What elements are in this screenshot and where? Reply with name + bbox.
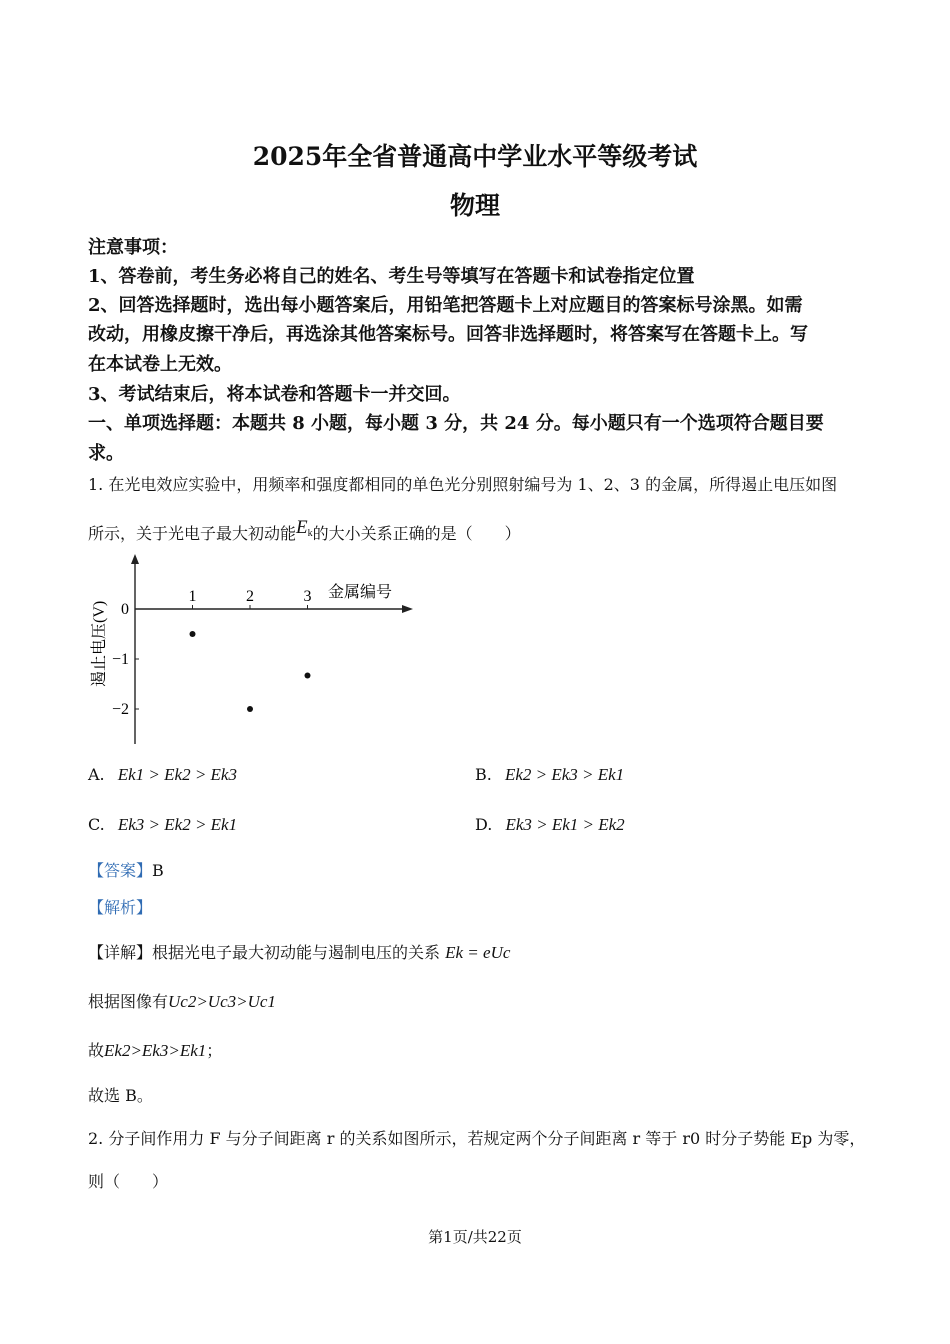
step-2-formula: Ek2>Ek3>Ek1 bbox=[104, 1041, 207, 1060]
option-a-text: Ek1 > Ek2 > Ek3 bbox=[117, 765, 237, 784]
detail-tag: 【详解】 bbox=[88, 943, 153, 962]
section-heading-line-2: 求。 bbox=[88, 443, 124, 464]
option-c-label: C. bbox=[88, 815, 105, 834]
step-2-text: 故 bbox=[88, 1041, 105, 1060]
option-b-label: B. bbox=[475, 765, 492, 784]
y-tick-label: −2 bbox=[111, 701, 129, 718]
data-point bbox=[247, 706, 253, 712]
x-tick-label: 2 bbox=[246, 588, 254, 605]
option-b[interactable] bbox=[475, 765, 624, 785]
option-d-label: D. bbox=[475, 815, 493, 834]
ek-var: E bbox=[296, 517, 308, 538]
notice-item-2-line-3: 在本试卷上无效。 bbox=[88, 354, 232, 375]
q1-text-line-1: 1. 在光电效应实验中，用频率和强度都相同的单色光分别照射编号为 1、2、3 的金属，所得遏止电压如图 bbox=[88, 475, 838, 494]
detail-line bbox=[88, 940, 510, 963]
q1-line2-suffix: 的大小关系正确的是（ ） bbox=[312, 524, 521, 543]
y-tick-label: −1 bbox=[111, 651, 129, 668]
data-point bbox=[305, 673, 311, 679]
answer-tag: 【答案】 bbox=[88, 861, 153, 880]
x-tick-label: 1 bbox=[188, 588, 197, 605]
notice-heading: 注意事项： bbox=[88, 237, 178, 258]
ek-symbol bbox=[296, 517, 313, 538]
q1-line2-prefix: 所示，关于光电子最大初动能 bbox=[88, 524, 297, 543]
detail-formula: Ek = eUc bbox=[445, 943, 511, 962]
y-tick-label: 0 bbox=[121, 601, 129, 618]
answer-value: B bbox=[152, 861, 164, 880]
q2-text-line-1: 2. 分子间作用力 F 与分子间距离 r 的关系如图所示，若规定两个分子间距离 r 等于 r0 时分子势能 Ep 为零， bbox=[88, 1129, 866, 1148]
step-1-line bbox=[88, 989, 276, 1012]
step-2-line bbox=[88, 1038, 222, 1061]
step-2-tail: ； bbox=[206, 1041, 223, 1060]
x-tick-label: 3 bbox=[303, 588, 312, 605]
analysis-tag: 【解析】 bbox=[88, 898, 153, 917]
exam-title: 2025年全省普通高中学业水平等级考试 bbox=[252, 142, 698, 171]
page-number: 第1页/共22页 bbox=[428, 1228, 522, 1246]
option-c[interactable] bbox=[88, 815, 237, 835]
option-d[interactable] bbox=[475, 815, 625, 835]
option-a-label: A. bbox=[88, 765, 105, 784]
option-d-text: Ek3 > Ek1 > Ek2 bbox=[505, 815, 625, 834]
q2-text-line-2: 则（ ） bbox=[88, 1172, 169, 1191]
ek-sub: k bbox=[307, 528, 313, 539]
notice-item-1: 1、答卷前，考生务必将自己的姓名、考生号等填写在答题卡和试卷指定位置 bbox=[88, 266, 695, 287]
option-a[interactable] bbox=[88, 765, 237, 785]
step-1-formula: Uc2>Uc3>Uc1 bbox=[168, 992, 276, 1011]
y-axis-arrow bbox=[131, 554, 139, 564]
notice-item-2-line-1: 2、回答选择题时，选出每小题答案后，用铅笔把答题卡上对应题目的答案标号涂黑。如需 bbox=[88, 295, 803, 316]
section-heading-line-1: 一、单项选择题：本题共 8 小题，每小题 3 分，共 24 分。每小题只有一个选项符合题目要 bbox=[88, 413, 824, 434]
x-axis-label: 金属编号 bbox=[328, 584, 393, 601]
y-axis-label: 遏止电压(V) bbox=[91, 600, 108, 687]
q1-text-line-2 bbox=[88, 517, 521, 545]
stopping-voltage-chart bbox=[80, 552, 420, 752]
option-b-text: Ek2 > Ek3 > Ek1 bbox=[504, 765, 625, 784]
detail-text: 根据光电子最大初动能与遏制电压的关系 bbox=[152, 943, 441, 962]
x-axis-arrow bbox=[402, 605, 413, 613]
answer-line bbox=[88, 858, 164, 881]
option-c-text: Ek3 > Ek2 > Ek1 bbox=[117, 815, 238, 834]
notice-item-3: 3、考试结束后，将本试卷和答题卡一并交回。 bbox=[88, 384, 461, 405]
data-point bbox=[190, 631, 196, 637]
subject-title: 物理 bbox=[449, 191, 500, 220]
conclusion: 故选 B。 bbox=[88, 1086, 153, 1105]
notice-item-2-line-2: 改动，用橡皮擦干净后，再选涂其他答案标号。回答非选择题时，将答案写在答题卡上。写 bbox=[88, 324, 808, 345]
step-1-text: 根据图像有 bbox=[88, 992, 169, 1011]
